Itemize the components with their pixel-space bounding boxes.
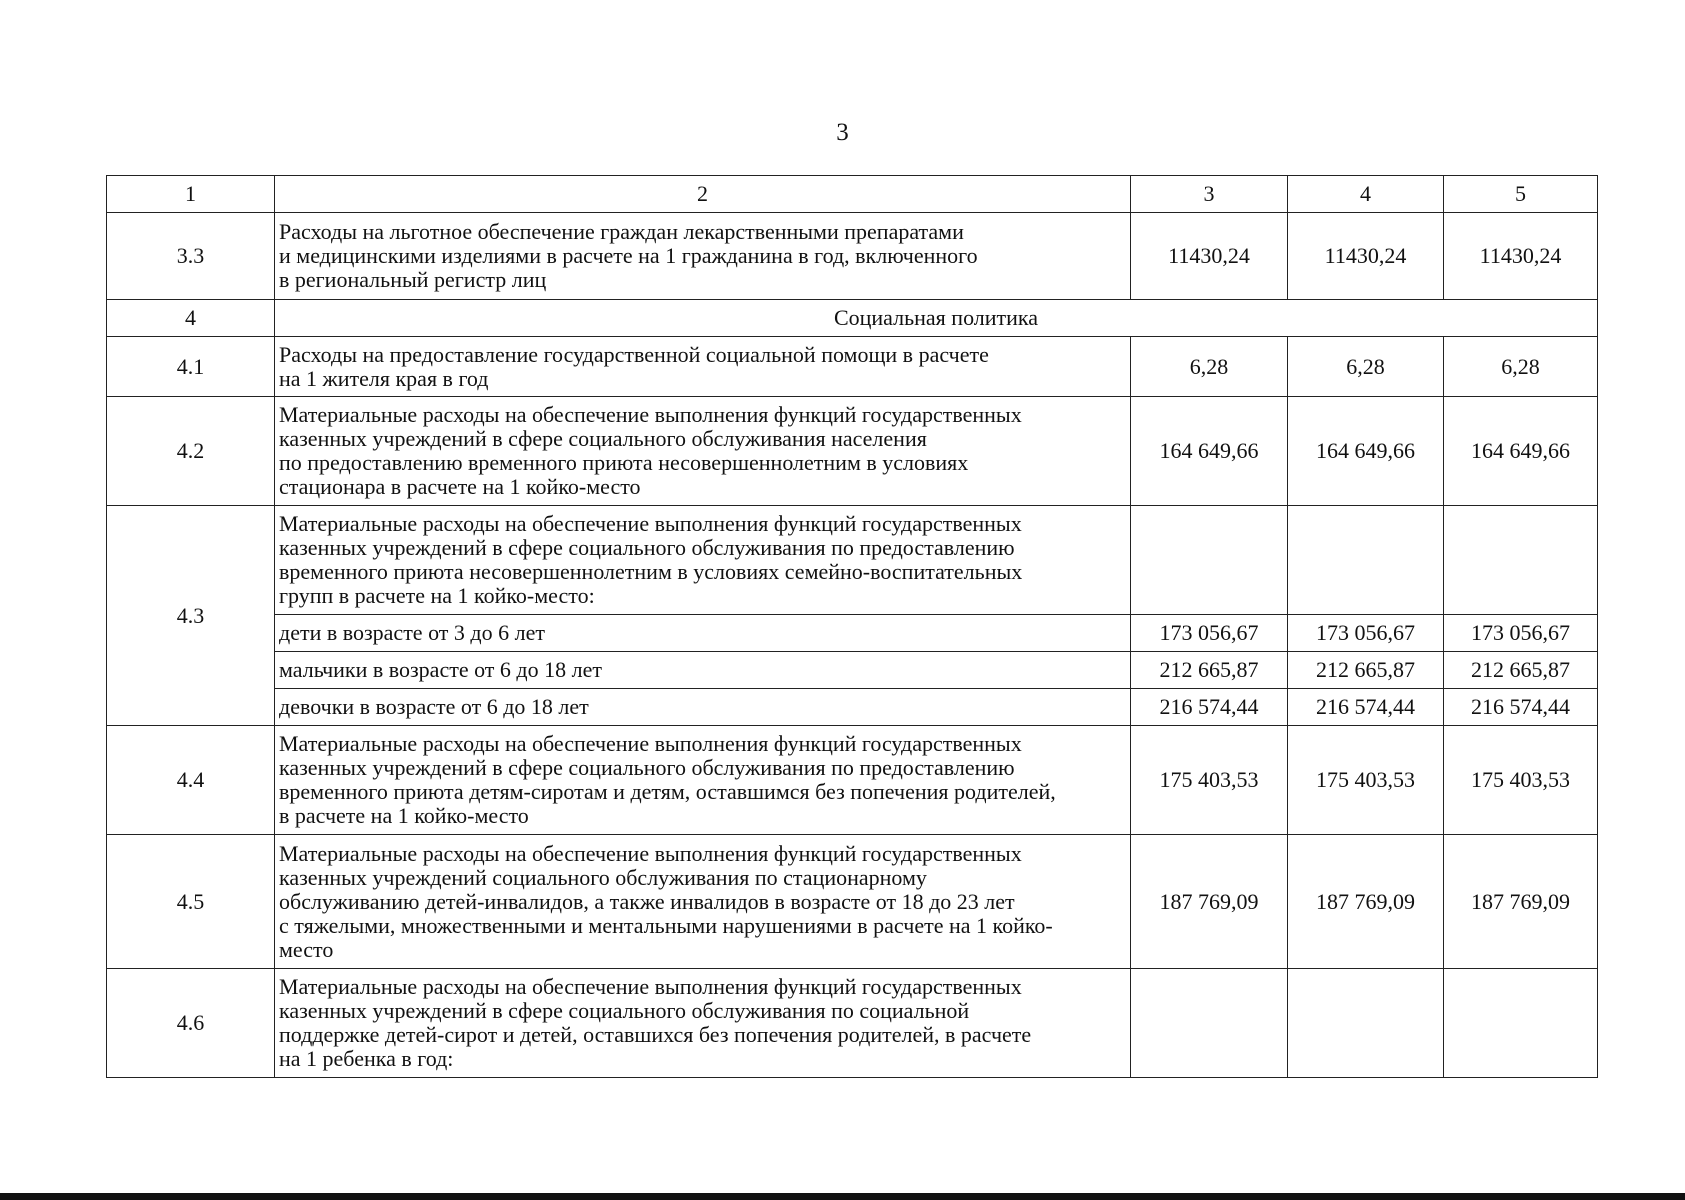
- table-row: [107, 969, 1598, 1078]
- description-line: групп в расчете на 1 койко-место:: [279, 583, 595, 608]
- description-line: на 1 ребенка в год:: [279, 1046, 454, 1071]
- value-col-4: 175 403,53: [1288, 726, 1444, 835]
- description-line: стационара в расчете на 1 койко-место: [279, 474, 641, 499]
- description-line: казенных учреждений в сфере социального обслуживания населения: [279, 426, 927, 451]
- value-col-3: 164 649,66: [1131, 397, 1288, 506]
- description-line: Расходы на предоставление государственной социальной помощи в расчете: [279, 341, 989, 367]
- norms-table: [106, 175, 1598, 1078]
- value-col-4: 164 649,66: [1288, 397, 1444, 506]
- row-number: 4.5: [107, 835, 275, 969]
- value-col-5: 175 403,53: [1444, 726, 1598, 835]
- value-col-5: 212 665,87: [1444, 652, 1598, 689]
- table-row: [107, 835, 1598, 969]
- description-line: Материальные расходы на обеспечение выполнения функций государственных: [279, 974, 1022, 999]
- description-line: казенных учреждений в сфере социального обслуживания по социальной: [279, 998, 970, 1023]
- value-col-4: [1288, 506, 1444, 615]
- column-header: 2: [275, 176, 1131, 213]
- description-line: казенных учреждений в сфере социального обслуживания по предоставлению: [279, 755, 1015, 780]
- value-col-4: [1288, 969, 1444, 1078]
- description-line: в расчете на 1 койко-место: [279, 803, 529, 828]
- section-row: [107, 300, 1598, 337]
- table-row: [107, 397, 1598, 506]
- value-col-3: 173 056,67: [1131, 615, 1288, 652]
- value-col-5: 173 056,67: [1444, 615, 1598, 652]
- description-line: временного приюта детям-сиротам и детям, оставшимся без попечения родителей,: [279, 779, 1056, 804]
- value-col-4: 216 574,44: [1288, 689, 1444, 726]
- description-line: поддержке детей-сирот и детей, оставшихся без попечения родителей, в расчете: [279, 1022, 1032, 1047]
- description-line: Материальные расходы на обеспечение выполнения функций государственных: [279, 402, 1022, 427]
- value-col-3: [1131, 969, 1288, 1078]
- value-col-3: 216 574,44: [1131, 689, 1288, 726]
- table-row: [107, 337, 1598, 397]
- row-number: 4.6: [107, 969, 275, 1078]
- row-number: 4.3: [107, 506, 275, 726]
- value-col-3: 6,28: [1131, 337, 1288, 397]
- description-line: обслуживанию детей-инвалидов, а также инвалидов в возрасте от 18 до 23 лет: [279, 888, 1015, 914]
- table-row: [107, 726, 1598, 835]
- sub-row-label: девочки в возрасте от 6 до 18 лет: [275, 689, 1131, 726]
- description-line: место: [279, 936, 334, 962]
- row-description: [275, 397, 1131, 506]
- section-title: Социальная политика: [275, 300, 1598, 337]
- row-description: [275, 506, 1131, 615]
- scan-edge-bar: [0, 1193, 1685, 1200]
- row-number: 4.2: [107, 397, 275, 506]
- description-line: Материальные расходы на обеспечение выполнения функций государственных: [279, 731, 1022, 756]
- description-line: Материальные расходы на обеспечение выполнения функций государственных: [279, 511, 1022, 536]
- column-header: 4: [1288, 176, 1444, 213]
- value-col-3: 187 769,09: [1131, 835, 1288, 969]
- sub-row: [107, 615, 1598, 652]
- description-line: с тяжелыми, множественными и ментальными нарушениями в расчете на 1 койко-: [279, 912, 1053, 938]
- row-number: 4: [107, 300, 275, 337]
- row-number: 4.4: [107, 726, 275, 835]
- description-line: казенных учреждений в сфере социального обслуживания по предоставлению: [279, 535, 1015, 560]
- value-col-3: 175 403,53: [1131, 726, 1288, 835]
- description-line: Расходы на льготное обеспечение граждан лекарственными препаратами: [279, 219, 964, 244]
- sub-row-label: мальчики в возрасте от 6 до 18 лет: [275, 652, 1131, 689]
- value-col-4: 6,28: [1288, 337, 1444, 397]
- description-line: Материальные расходы на обеспечение выполнения функций государственных: [279, 840, 1022, 866]
- value-col-5: [1444, 506, 1598, 615]
- value-col-3: 11430,24: [1131, 213, 1288, 300]
- description-line: и медицинскими изделиями в расчете на 1 гражданина в год, включенного: [279, 243, 978, 268]
- column-number-row: [107, 176, 1598, 213]
- value-col-5: 164 649,66: [1444, 397, 1598, 506]
- value-col-4: 187 769,09: [1288, 835, 1444, 969]
- page-number: 3: [836, 119, 849, 146]
- value-col-5: 187 769,09: [1444, 835, 1598, 969]
- row-description: [275, 213, 1131, 300]
- value-col-5: 6,28: [1444, 337, 1598, 397]
- sub-row-label: дети в возрасте от 3 до 6 лет: [275, 615, 1131, 652]
- value-col-5: [1444, 969, 1598, 1078]
- column-header: 3: [1131, 176, 1288, 213]
- description-line: в региональный регистр лиц: [279, 267, 547, 292]
- row-description: [275, 726, 1131, 835]
- description-line: временного приюта несовершеннолетним в условиях семейно-воспитательных: [279, 559, 1023, 584]
- sub-row: [107, 652, 1598, 689]
- value-col-5: 11430,24: [1444, 213, 1598, 300]
- table-row: [107, 213, 1598, 300]
- column-header: 1: [107, 176, 275, 213]
- table-row: [107, 506, 1598, 615]
- row-description: [275, 835, 1131, 969]
- description-line: на 1 жителя края в год: [279, 365, 489, 391]
- value-col-4: 173 056,67: [1288, 615, 1444, 652]
- value-col-3: 212 665,87: [1131, 652, 1288, 689]
- row-number: 4.1: [107, 337, 275, 397]
- value-col-5: 216 574,44: [1444, 689, 1598, 726]
- row-number: 3.3: [107, 213, 275, 300]
- row-description: [275, 969, 1131, 1078]
- row-description: [275, 337, 1131, 397]
- column-header: 5: [1444, 176, 1598, 213]
- description-line: казенных учреждений социального обслуживания по стационарному: [279, 864, 927, 890]
- value-col-4: 11430,24: [1288, 213, 1444, 300]
- sub-row: [107, 689, 1598, 726]
- description-line: по предоставлению временного приюта несовершеннолетним в условиях: [279, 450, 969, 475]
- value-col-3: [1131, 506, 1288, 615]
- value-col-4: 212 665,87: [1288, 652, 1444, 689]
